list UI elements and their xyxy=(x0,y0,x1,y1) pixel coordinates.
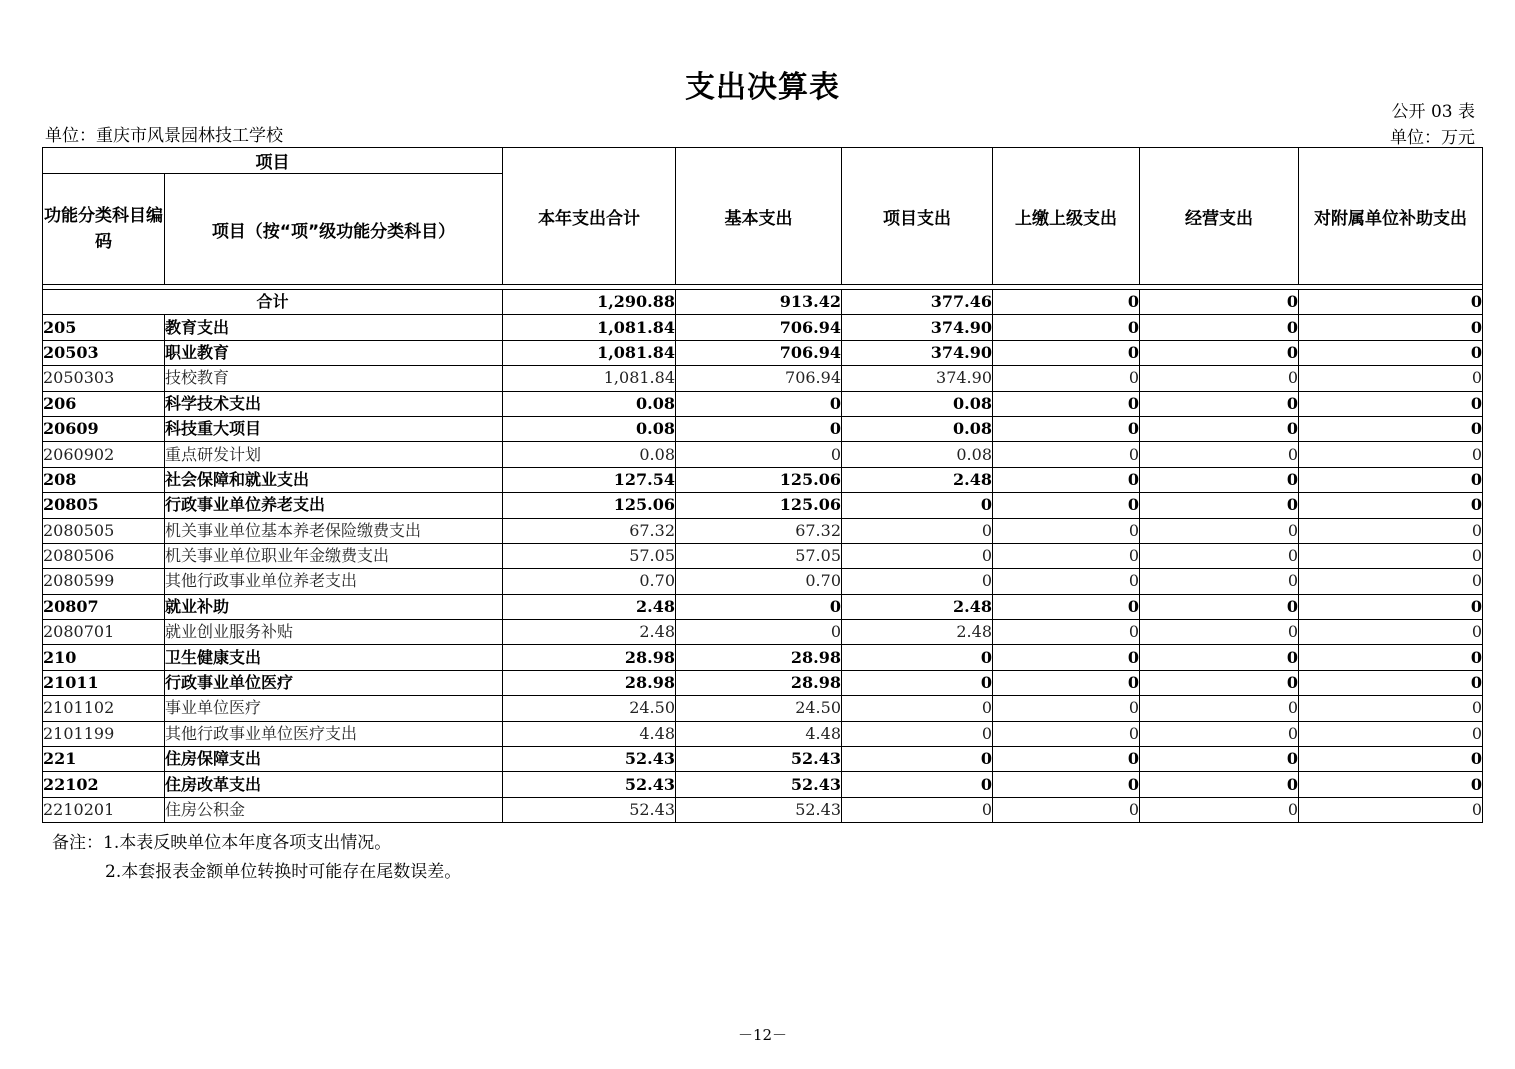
row-name: 行政事业单位养老支出 xyxy=(165,493,503,518)
row-code: 20807 xyxy=(43,594,165,619)
row-value: 2.48 xyxy=(842,620,993,645)
total-row xyxy=(43,290,1483,315)
row-value: 0 xyxy=(993,721,1140,746)
table-row xyxy=(43,569,1483,594)
row-code: 2050303 xyxy=(43,366,165,391)
row-code: 2101199 xyxy=(43,721,165,746)
row-value: 0 xyxy=(1299,772,1483,797)
row-value: 706.94 xyxy=(676,366,842,391)
row-value: 0 xyxy=(1140,721,1299,746)
row-name: 卫生健康支出 xyxy=(165,645,503,670)
row-value: 57.05 xyxy=(676,543,842,568)
row-value: 0 xyxy=(993,543,1140,568)
header-business: 经营支出 xyxy=(1140,148,1299,285)
row-code: 20503 xyxy=(43,340,165,365)
row-value: 57.05 xyxy=(503,543,676,568)
header-upper: 上缴上级支出 xyxy=(993,148,1140,285)
row-value: 28.98 xyxy=(676,645,842,670)
row-name: 职业教育 xyxy=(165,340,503,365)
row-value: 0 xyxy=(842,696,993,721)
row-name: 就业创业服务补贴 xyxy=(165,620,503,645)
row-value: 67.32 xyxy=(676,518,842,543)
row-value: 0 xyxy=(993,340,1140,365)
row-value: 0 xyxy=(993,518,1140,543)
table-row xyxy=(43,620,1483,645)
row-value: 0.08 xyxy=(842,391,993,416)
row-value: 1,081.84 xyxy=(503,315,676,340)
row-code: 2060902 xyxy=(43,442,165,467)
row-value: 0 xyxy=(1299,670,1483,695)
row-value: 0 xyxy=(1299,747,1483,772)
form-code: 公开 03 表 xyxy=(1391,102,1475,122)
row-value: 127.54 xyxy=(503,467,676,492)
row-value: 0 xyxy=(842,493,993,518)
row-value: 0 xyxy=(842,670,993,695)
row-value: 0 xyxy=(842,543,993,568)
expenditure-table xyxy=(42,147,1483,823)
header-code: 功能分类科目编码 xyxy=(43,174,165,285)
row-value: 0.70 xyxy=(503,569,676,594)
row-value: 0 xyxy=(676,620,842,645)
table-row xyxy=(43,315,1483,340)
table-row xyxy=(43,493,1483,518)
row-name: 其他行政事业单位养老支出 xyxy=(165,569,503,594)
row-value: 67.32 xyxy=(503,518,676,543)
row-value: 0.08 xyxy=(503,391,676,416)
table-row xyxy=(43,594,1483,619)
total-value: 913.42 xyxy=(676,290,842,315)
row-value: 0 xyxy=(1140,569,1299,594)
row-value: 0 xyxy=(1299,442,1483,467)
note-line-2: 2.本套报表金额单位转换时可能存在尾数误差。 xyxy=(105,862,462,882)
row-value: 2.48 xyxy=(503,594,676,619)
row-value: 0 xyxy=(1299,493,1483,518)
row-value: 0 xyxy=(1140,620,1299,645)
row-code: 20609 xyxy=(43,416,165,441)
header-total: 本年支出合计 xyxy=(503,148,676,285)
table-row xyxy=(43,721,1483,746)
row-value: 0 xyxy=(1140,366,1299,391)
row-value: 0 xyxy=(993,696,1140,721)
row-name: 住房改革支出 xyxy=(165,772,503,797)
row-value: 1,081.84 xyxy=(503,366,676,391)
row-value: 0 xyxy=(993,493,1140,518)
row-code: 205 xyxy=(43,315,165,340)
row-value: 2.48 xyxy=(842,594,993,619)
total-value: 0 xyxy=(993,290,1140,315)
row-value: 0 xyxy=(842,797,993,822)
row-value: 2.48 xyxy=(503,620,676,645)
row-value: 0 xyxy=(993,772,1140,797)
row-value: 0 xyxy=(993,797,1140,822)
row-value: 0 xyxy=(676,594,842,619)
row-value: 0 xyxy=(842,721,993,746)
row-value: 706.94 xyxy=(676,315,842,340)
row-value: 0 xyxy=(1140,797,1299,822)
row-value: 0 xyxy=(1299,518,1483,543)
table-row xyxy=(43,467,1483,492)
header-basic: 基本支出 xyxy=(676,148,842,285)
row-value: 0 xyxy=(993,391,1140,416)
row-name: 社会保障和就业支出 xyxy=(165,467,503,492)
row-value: 125.06 xyxy=(676,493,842,518)
row-name: 住房公积金 xyxy=(165,797,503,822)
row-value: 0 xyxy=(1140,340,1299,365)
row-value: 0 xyxy=(993,315,1140,340)
row-value: 125.06 xyxy=(676,467,842,492)
row-name: 机关事业单位基本养老保险缴费支出 xyxy=(165,518,503,543)
row-value: 0 xyxy=(1299,340,1483,365)
row-name: 行政事业单位医疗 xyxy=(165,670,503,695)
row-value: 0 xyxy=(842,772,993,797)
row-value: 0.08 xyxy=(503,442,676,467)
row-value: 0 xyxy=(1299,391,1483,416)
row-value: 1,081.84 xyxy=(503,340,676,365)
row-value: 2.48 xyxy=(842,467,993,492)
row-value: 0 xyxy=(1299,543,1483,568)
money-unit: 单位：万元 xyxy=(1390,128,1475,148)
row-value: 0 xyxy=(993,416,1140,441)
row-value: 52.43 xyxy=(676,772,842,797)
row-name: 住房保障支出 xyxy=(165,747,503,772)
row-value: 374.90 xyxy=(842,366,993,391)
row-name: 科技重大项目 xyxy=(165,416,503,441)
row-value: 0 xyxy=(993,620,1140,645)
table-row xyxy=(43,645,1483,670)
organization-unit: 单位：重庆市风景园林技工学校 xyxy=(45,126,283,146)
total-label: 合计 xyxy=(43,290,503,315)
table-row xyxy=(43,416,1483,441)
row-name: 事业单位医疗 xyxy=(165,696,503,721)
row-value: 0 xyxy=(1140,670,1299,695)
row-code: 21011 xyxy=(43,670,165,695)
row-value: 0 xyxy=(1299,569,1483,594)
row-value: 374.90 xyxy=(842,315,993,340)
row-value: 0.08 xyxy=(503,416,676,441)
row-value: 4.48 xyxy=(676,721,842,746)
row-value: 0 xyxy=(842,645,993,670)
row-code: 2101102 xyxy=(43,696,165,721)
row-code: 2210201 xyxy=(43,797,165,822)
table-row xyxy=(43,340,1483,365)
row-value: 0 xyxy=(676,391,842,416)
row-value: 0 xyxy=(842,518,993,543)
row-value: 0 xyxy=(1140,442,1299,467)
row-value: 0 xyxy=(993,645,1140,670)
row-value: 706.94 xyxy=(676,340,842,365)
table-row xyxy=(43,772,1483,797)
row-value: 0 xyxy=(1299,645,1483,670)
row-value: 0 xyxy=(1140,518,1299,543)
page-number: －12－ xyxy=(737,1026,788,1044)
row-value: 125.06 xyxy=(503,493,676,518)
row-name: 科学技术支出 xyxy=(165,391,503,416)
table-row xyxy=(43,670,1483,695)
row-name: 其他行政事业单位医疗支出 xyxy=(165,721,503,746)
row-code: 221 xyxy=(43,747,165,772)
row-name: 就业补助 xyxy=(165,594,503,619)
row-value: 28.98 xyxy=(503,645,676,670)
row-value: 0 xyxy=(993,747,1140,772)
row-value: 0.08 xyxy=(842,416,993,441)
row-value: 0 xyxy=(842,747,993,772)
row-value: 0 xyxy=(1140,594,1299,619)
row-value: 52.43 xyxy=(503,797,676,822)
header-project: 项目支出 xyxy=(842,148,993,285)
row-value: 0 xyxy=(1140,747,1299,772)
table-row xyxy=(43,391,1483,416)
header-name: 项目（按“项”级功能分类科目） xyxy=(165,174,503,285)
total-value: 0 xyxy=(1140,290,1299,315)
table-row xyxy=(43,543,1483,568)
row-value: 0 xyxy=(1140,772,1299,797)
row-code: 206 xyxy=(43,391,165,416)
page-title: 支出决算表 xyxy=(685,70,840,105)
row-value: 0 xyxy=(1299,721,1483,746)
row-value: 0 xyxy=(1299,315,1483,340)
row-value: 0 xyxy=(993,569,1140,594)
row-code: 2080701 xyxy=(43,620,165,645)
row-value: 52.43 xyxy=(503,747,676,772)
row-value: 0.70 xyxy=(676,569,842,594)
row-value: 0 xyxy=(993,366,1140,391)
row-value: 0 xyxy=(1299,467,1483,492)
row-name: 技校教育 xyxy=(165,366,503,391)
row-value: 0 xyxy=(1140,543,1299,568)
row-value: 28.98 xyxy=(503,670,676,695)
row-value: 0 xyxy=(993,670,1140,695)
row-code: 210 xyxy=(43,645,165,670)
row-value: 0 xyxy=(1140,645,1299,670)
row-value: 28.98 xyxy=(676,670,842,695)
row-value: 0 xyxy=(993,594,1140,619)
table-row xyxy=(43,518,1483,543)
row-value: 0 xyxy=(1299,416,1483,441)
table-row xyxy=(43,366,1483,391)
row-code: 2080505 xyxy=(43,518,165,543)
row-value: 0 xyxy=(1140,493,1299,518)
row-code: 2080599 xyxy=(43,569,165,594)
row-value: 0 xyxy=(1140,416,1299,441)
row-value: 0.08 xyxy=(842,442,993,467)
row-value: 0 xyxy=(842,569,993,594)
row-name: 机关事业单位职业年金缴费支出 xyxy=(165,543,503,568)
row-code: 22102 xyxy=(43,772,165,797)
row-value: 0 xyxy=(1299,366,1483,391)
row-value: 0 xyxy=(1140,315,1299,340)
row-name: 教育支出 xyxy=(165,315,503,340)
total-value: 0 xyxy=(1299,290,1483,315)
row-value: 0 xyxy=(1299,797,1483,822)
row-value: 52.43 xyxy=(676,747,842,772)
row-value: 0 xyxy=(1299,696,1483,721)
total-value: 377.46 xyxy=(842,290,993,315)
row-value: 0 xyxy=(1299,594,1483,619)
row-value: 4.48 xyxy=(503,721,676,746)
note-line-1: 备注：1.本表反映单位本年度各项支出情况。 xyxy=(52,833,392,853)
row-value: 374.90 xyxy=(842,340,993,365)
row-code: 208 xyxy=(43,467,165,492)
row-value: 0 xyxy=(993,467,1140,492)
row-code: 2080506 xyxy=(43,543,165,568)
row-value: 0 xyxy=(1299,620,1483,645)
row-value: 0 xyxy=(1140,467,1299,492)
row-value: 24.50 xyxy=(676,696,842,721)
row-value: 0 xyxy=(993,442,1140,467)
row-value: 0 xyxy=(1140,391,1299,416)
header-item-group: 项目 xyxy=(43,148,503,174)
table-row xyxy=(43,442,1483,467)
row-value: 0 xyxy=(676,442,842,467)
row-value: 24.50 xyxy=(503,696,676,721)
table-row xyxy=(43,696,1483,721)
header-subsidy: 对附属单位补助支出 xyxy=(1299,148,1483,285)
row-code: 20805 xyxy=(43,493,165,518)
row-value: 52.43 xyxy=(503,772,676,797)
table-row xyxy=(43,797,1483,822)
row-name: 重点研发计划 xyxy=(165,442,503,467)
row-value: 0 xyxy=(676,416,842,441)
table-row xyxy=(43,747,1483,772)
total-value: 1,290.88 xyxy=(503,290,676,315)
row-value: 0 xyxy=(1140,696,1299,721)
row-value: 52.43 xyxy=(676,797,842,822)
